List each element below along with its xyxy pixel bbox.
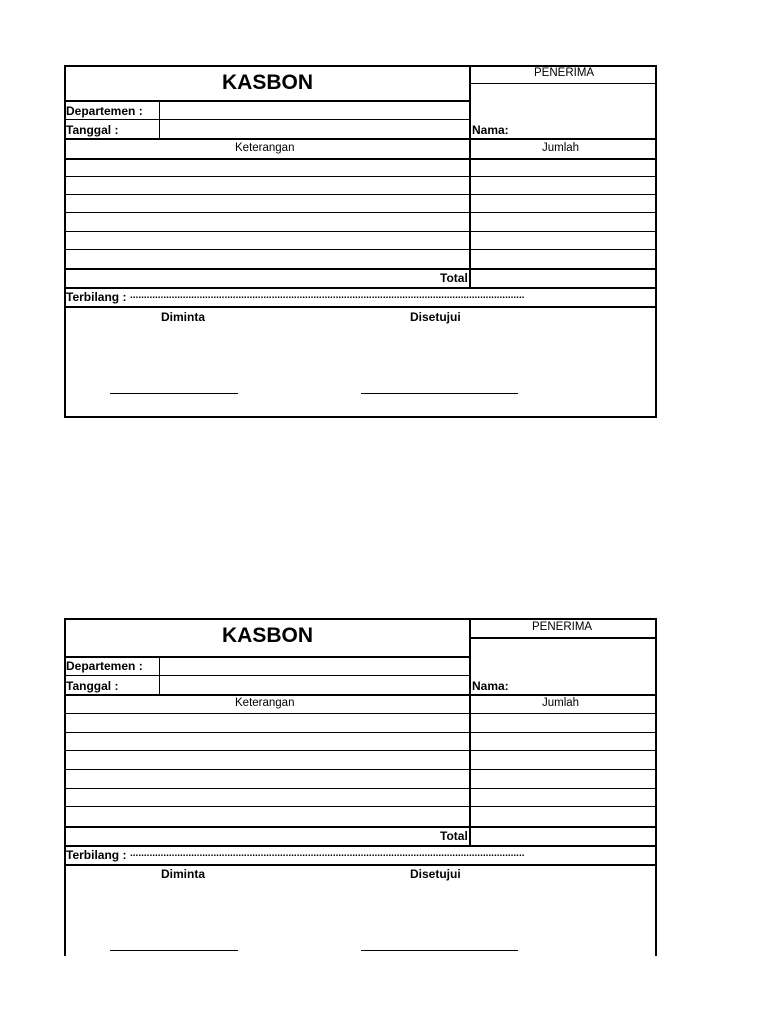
keterangan-header: Keterangan	[235, 697, 295, 709]
diminta-signature-line	[110, 393, 238, 394]
departemen-separator	[64, 675, 470, 676]
signature-separator	[64, 864, 657, 866]
form-title: KASBON	[222, 71, 314, 94]
diminta-label: Diminta	[161, 867, 206, 881]
item-row-line	[64, 231, 657, 232]
terbilang-label: Terbilang :	[66, 848, 127, 862]
terbilang-label: Terbilang :	[66, 290, 127, 304]
nama-label: Nama:	[472, 679, 509, 693]
departemen-label: Departemen :	[66, 659, 143, 673]
nama-label: Nama:	[472, 123, 509, 137]
penerima-separator	[470, 83, 657, 84]
header-separator	[64, 138, 657, 140]
terbilang-separator	[64, 287, 657, 289]
total-label: Total	[440, 829, 468, 843]
disetujui-signature-line	[361, 950, 518, 951]
departemen-label: Departemen :	[66, 104, 143, 118]
header-separator	[64, 694, 657, 696]
tanggal-label: Tanggal :	[66, 123, 119, 137]
departemen-separator	[64, 119, 470, 120]
disetujui-signature-line	[361, 393, 518, 394]
penerima-separator	[470, 637, 657, 639]
disetujui-label: Disetujui	[410, 310, 461, 324]
penerima-label: PENERIMA	[532, 621, 593, 633]
keterangan-header: Keterangan	[235, 142, 295, 154]
item-header-separator	[64, 158, 657, 160]
jumlah-header: Jumlah	[542, 142, 580, 154]
item-row-line	[64, 806, 657, 807]
item-row-line	[64, 212, 657, 213]
jumlah-header: Jumlah	[542, 697, 580, 709]
title-separator	[64, 656, 470, 658]
diminta-signature-line	[110, 950, 238, 951]
item-row-line	[64, 194, 657, 195]
tanggal-label: Tanggal :	[66, 679, 119, 693]
item-row-line	[64, 732, 657, 733]
terbilang-separator	[64, 845, 657, 847]
item-row-line	[64, 750, 657, 751]
item-row-line	[64, 249, 657, 250]
terbilang-dots: ..............................................................................................................................................	[130, 848, 525, 859]
kasbon-form-1	[64, 65, 657, 418]
disetujui-label: Disetujui	[410, 867, 461, 881]
item-row-line	[64, 788, 657, 789]
kasbon-form-2	[64, 618, 657, 956]
form-title: KASBON	[222, 624, 314, 647]
total-separator	[64, 268, 657, 270]
diminta-label: Diminta	[161, 310, 206, 324]
form-border	[64, 65, 657, 418]
total-separator	[64, 826, 657, 828]
total-label: Total	[440, 271, 468, 285]
penerima-label: PENERIMA	[534, 67, 595, 79]
item-header-separator	[64, 713, 657, 714]
item-row-line	[64, 176, 657, 177]
item-row-line	[64, 769, 657, 770]
title-separator	[64, 100, 470, 102]
signature-separator	[64, 306, 657, 308]
form-border	[64, 618, 657, 956]
terbilang-dots: ..............................................................................................................................................	[130, 290, 525, 301]
